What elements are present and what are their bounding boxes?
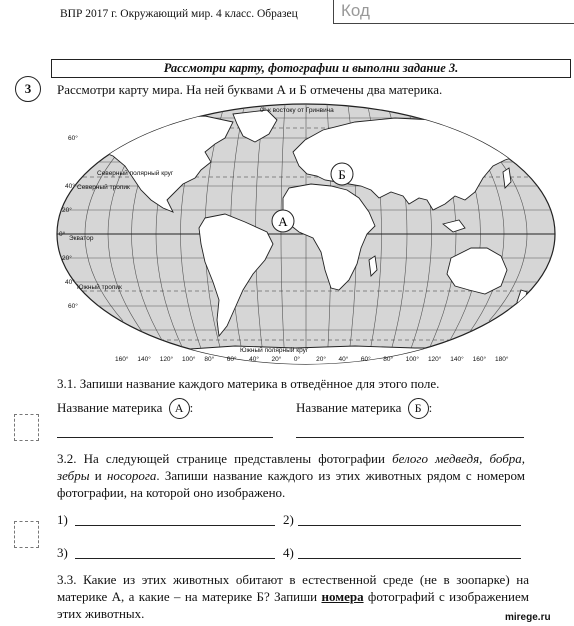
answer-line-b[interactable]: [296, 437, 524, 438]
score-box-3-2[interactable]: [14, 521, 39, 548]
marker-a: А: [278, 214, 288, 229]
label-north-tropic-parallel: Северный полярный круг: [97, 170, 174, 177]
photo-number-4: 4): [283, 545, 294, 560]
longitude-label: 80°: [383, 356, 394, 363]
latitude-label: 20°: [62, 255, 72, 262]
longitude-label: 160°: [115, 356, 129, 363]
world-map: [55, 100, 557, 368]
longitude-label: 140°: [137, 356, 151, 363]
answer-label-b-text: Название материка: [296, 400, 402, 415]
longitude-label: 160°: [472, 356, 487, 363]
label-north-tropic: Северный тропик: [77, 184, 130, 191]
longitude-label: 60°: [226, 356, 237, 363]
photo-number-2: 2): [283, 512, 294, 527]
answer-line-3[interactable]: [75, 558, 275, 559]
q32-text-2: . Запиши название каждого из этих животных рядом с номером фотографии, на которой оно изображено.: [57, 468, 525, 500]
task-number: 3: [15, 76, 41, 102]
latitude-label: 60°: [68, 303, 78, 310]
answer-label-b: [296, 398, 432, 419]
label-meridian: 0° к востоку от Гринвича: [260, 107, 334, 114]
colon-a: :: [189, 400, 194, 415]
letter-a-circle: А: [169, 398, 190, 419]
question-3-1: 3.1. Запиши название каждого материка в отведённое для этого поле.: [57, 376, 440, 391]
score-box-3-1[interactable]: [14, 414, 39, 441]
letter-b-circle: Б: [408, 398, 429, 419]
longitude-label: 20°: [271, 356, 282, 363]
answer-label-a: [57, 398, 193, 419]
longitude-label: 40°: [338, 356, 349, 363]
longitude-label: 100°: [405, 356, 420, 363]
task-intro: Рассмотри карту мира. На ней буквами А и Б отмечены два материка.: [57, 82, 443, 97]
q33-text-2: фотографий с изображением этих животных.: [57, 589, 529, 621]
answer-line-1[interactable]: [75, 525, 275, 526]
latitude-label: 40°: [65, 279, 75, 286]
longitude-label: 20°: [316, 356, 327, 363]
colon-b: :: [428, 400, 433, 415]
answer-line-2[interactable]: [298, 525, 521, 526]
photo-number-3: 3): [57, 545, 68, 560]
answer-line-4[interactable]: [298, 558, 521, 559]
longitude-label: 100°: [182, 356, 196, 363]
label-equator: Экватор: [69, 235, 94, 242]
q32-text-1: 3.2. На следующей странице представлены фотографии: [57, 451, 393, 466]
longitude-label: 180°: [495, 356, 509, 363]
code-label: Код: [341, 1, 370, 20]
latitude-label: 40°: [65, 183, 75, 190]
watermark: mirege.ru: [505, 612, 551, 623]
label-antarctic-circle: Южный полярный круг: [240, 347, 309, 354]
longitude-label: 60°: [360, 356, 371, 363]
latitude-label: 60°: [68, 135, 78, 142]
question-3-3: [57, 571, 529, 622]
latitude-label: 0°: [59, 231, 66, 238]
q32-and: и: [89, 468, 107, 483]
longitude-label: 80°: [204, 356, 215, 363]
latitude-label: 20°: [62, 207, 72, 214]
label-south-tropic: Южный тропик: [77, 284, 122, 291]
q33-emphasis: номера: [321, 589, 364, 604]
answer-label-a-text: Название материка: [57, 400, 163, 415]
header-title: ВПР 2017 г. Окружающий мир. 4 класс. Образец: [60, 8, 298, 20]
world-map-svg: [55, 100, 557, 368]
q32-animals-1: белого медведя, бобра, зебры: [57, 451, 525, 483]
question-3-2: [57, 450, 525, 501]
longitude-label: 120°: [427, 356, 442, 363]
q32-animals-2: носорога: [106, 468, 157, 483]
longitude-label: 120°: [159, 356, 174, 363]
longitude-label: 0°: [293, 356, 301, 363]
q33-text-1: 3.3. Какие из этих животных обитают в естественной среде (не в зоопарке) на материке А, а какие – на материке Б? Запиши: [57, 572, 529, 604]
longitude-label: 140°: [450, 356, 464, 363]
task-banner: Рассмотри карту, фотографии и выполни задание 3.: [51, 59, 571, 78]
photo-number-1: 1): [57, 512, 68, 527]
longitude-label: 40°: [249, 356, 259, 363]
marker-b: Б: [338, 167, 346, 182]
answer-line-a[interactable]: [57, 437, 273, 438]
